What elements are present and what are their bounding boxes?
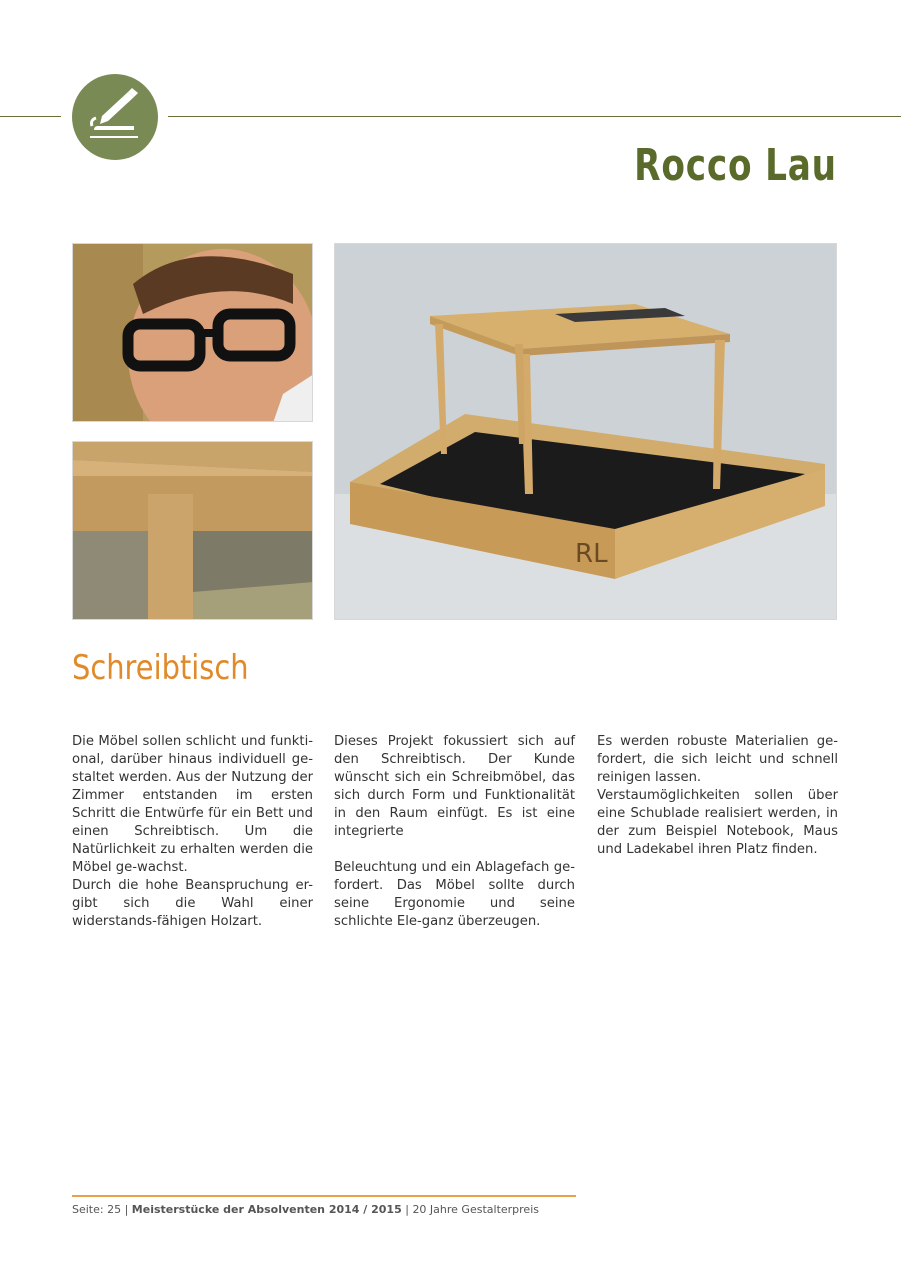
paragraph: Verstaumöglichkeiten sollen über eine Schublade realisiert werden, in der zum Beispiel Notebook, Maus und Ladekabel ihren Platz finden. [597, 788, 838, 857]
header-rule-left [0, 116, 61, 117]
portrait-photo [72, 243, 313, 422]
text-column-1 [72, 733, 313, 931]
pen-on-lines-icon [72, 74, 158, 160]
section-badge [72, 74, 158, 160]
paragraph: Beleuchtung und ein Ablagefach ge-fordert. Das Möbel sollte durch seine Ergonomie und seine schlichte Ele-ganz überzeugen. [334, 860, 575, 929]
paragraph: Die Möbel sollen schlicht und funkti-onal, darüber hinaus individuell ge-staltet werden. Aus der Nutzung der Zimmer entstanden im ersten Schritt die Entwürfe für ein Bett und einen Schreibtisch. Um die Natürlichkeit zu erhalten werden die Möbel ge-wachst. [72, 734, 313, 875]
paragraph: Dieses Projekt fokussiert sich auf den Schreibtisch. Der Kunde wünscht sich ein Schreibmöbel, das sich durch Form und Funktionalität in den Raum einfügt. Es ist eine integrierte [334, 734, 575, 839]
header-rule-right [168, 116, 901, 117]
desk-model-photo [334, 243, 837, 620]
author-name: Rocco Lau [634, 140, 837, 191]
paragraph: Durch die hohe Beanspruchung er-gibt sich die Wahl einer widerstands-fähigen Holzart. [72, 878, 313, 929]
paragraph: Es werden robuste Materialien ge-fordert, die sich leicht und schnell reinigen lassen. [597, 734, 838, 785]
page-footer: Seite: 25 | Meisterstücke der Absolventen 2014 / 2015 | 20 Jahre Gestalterpreis [72, 1203, 539, 1216]
section-title: Schreibtisch [72, 648, 249, 688]
text-column-3 [597, 733, 838, 859]
page-number: Seite: 25 [72, 1203, 122, 1216]
publication-title: Meisterstücke der Absolventen 2014 / 2015 [131, 1203, 402, 1216]
footer-rule [72, 1195, 576, 1197]
svg-text:RL: RL [575, 539, 608, 569]
text-column-2 [334, 733, 575, 931]
desk-detail-photo [72, 441, 313, 620]
publication-subtitle: 20 Jahre Gestalterpreis [412, 1203, 539, 1216]
